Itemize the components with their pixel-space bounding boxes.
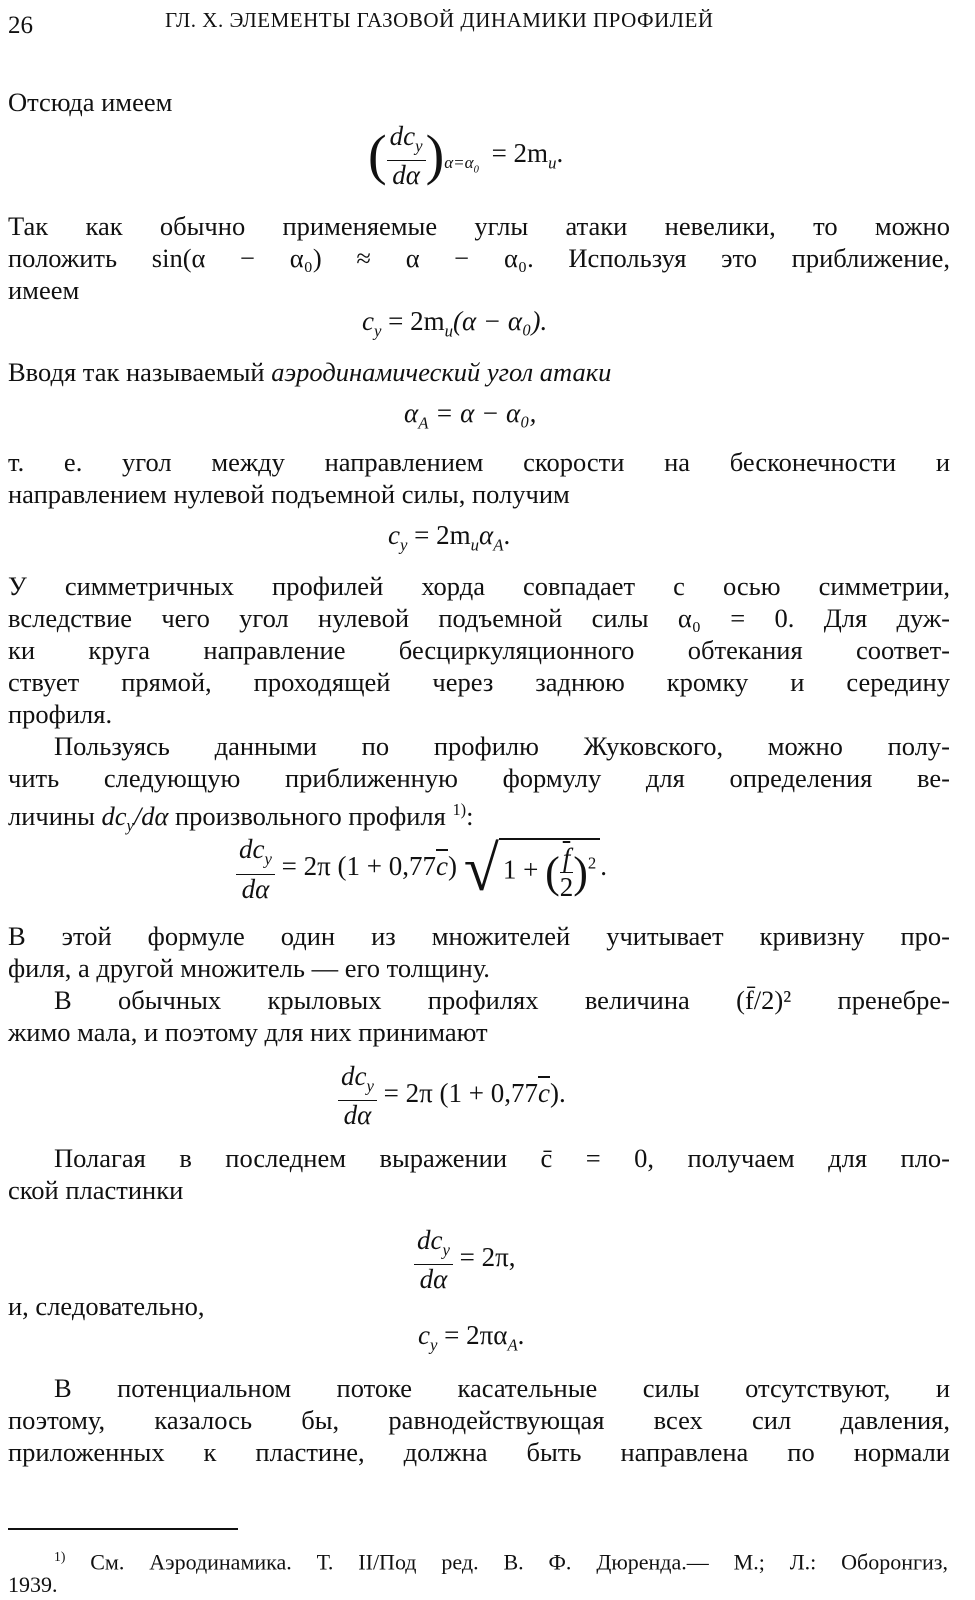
italic-term: аэродинамический угол атаки (271, 357, 612, 387)
text-line: ствует прямой, проходящей через заднюю кромку и середину (8, 667, 950, 697)
text-line: У симметричных профилей хорда совпадает с осью симметрии, (8, 571, 950, 601)
text-line: вследствие чего угол нулевой подъемной силы α₀ = 0. Для дуж- (8, 603, 950, 633)
text-line: филя, а другой множитель — его толщину. (8, 953, 490, 983)
text-line: Так как обычно применяемые углы атаки невелики, то можно (8, 211, 950, 241)
equation-1: ( $\frac{dc_y}{d\alpha}$ )$_{\alpha=\alpha_0} = 2m_u$. (368, 121, 564, 191)
text-line: направлением нулевой подъемной силы, получим (8, 479, 570, 509)
text-line: В обычных крыловых профилях величина (f̄/2)² пренебре- (54, 985, 950, 1015)
footnote-line: 1939. (8, 1572, 58, 1597)
equation-4: $c_y = 2m_u\alpha_A$. (388, 520, 511, 555)
page-number: 26 (8, 12, 33, 39)
equation-7: $\frac{dc_y}{d\alpha}$ = 2π, (414, 1226, 516, 1293)
text-line: положить sin(α − α₀) ≈ α − α₀. Используя это приближение, (8, 243, 950, 273)
text-line: ской пластинки (8, 1175, 184, 1205)
equation-6: $\frac{dc_y}{d\alpha}$ = 2π $(1 + 0,77\overline{c})$. (338, 1062, 566, 1129)
equation-5: $\frac{dc_y}{d\alpha}$ = 2π $(1 + 0,77\overline{c})$ √ 1 + ( $\frac{\overline{f}}{2}$ )$^2$ . (236, 832, 607, 906)
text-line: имеем (8, 275, 80, 305)
text-line: поэтому, казалось бы, равнодействующая всех сил давления, (8, 1405, 950, 1435)
equation-8: $c_y = 2\pi\alpha_A$. (418, 1320, 525, 1355)
text-line: Полагая в последнем выражении c̄ = 0, получаем для пло- (54, 1143, 950, 1173)
equation-3: $\alpha_A = \alpha - \alpha_0$, (404, 398, 537, 433)
footnote-mark: 1) (54, 1549, 66, 1564)
text-line: Вводя так называемый аэродинамический угол атаки (8, 357, 612, 387)
text-line: Пользуясь данными по профилю Жуковского, можно полу- (54, 731, 950, 761)
footnote-mark[interactable]: 1) (452, 800, 467, 819)
text-line: личины $dc_y/d\alpha$ произвольного профиля $^{1)}$: (8, 800, 474, 836)
running-title: ГЛ. X. ЭЛЕМЕНТЫ ГАЗОВОЙ ДИНАМИКИ ПРОФИЛЕЙ (165, 8, 714, 32)
text-line: и, следовательно, (8, 1291, 205, 1321)
text-line: В потенциальном потоке касательные силы отсутствуют, и (54, 1373, 950, 1403)
sqrt-icon: √ (463, 833, 499, 904)
footnote-divider (8, 1528, 238, 1530)
text-line: ки круга направление бесциркуляционного обтекания соответ- (8, 635, 950, 665)
text-line: т. е. угол между направлением скорости на бесконечности и (8, 447, 950, 477)
text-line: приложенных к пластине, должна быть направлена по нормали (8, 1437, 950, 1467)
text-line: чить следующую приближенную формулу для определения ве- (8, 763, 950, 793)
text-line: Отсюда имеем (8, 87, 173, 117)
text-line: профиля. (8, 699, 113, 729)
footnote: $^{1)}$ См. Аэродинамика. Т. II/Под ред. В. Ф. Дюренда.— М.; Л.: Оборонгиз, (54, 1549, 948, 1575)
equation-2: $c_y = 2m_u(\alpha - \alpha_0)$. (362, 306, 548, 341)
text-line: жимо мала, и поэтому для них принимают (8, 1017, 488, 1047)
text-line: В этой формуле один из множителей учитывает кривизну про- (8, 921, 950, 951)
